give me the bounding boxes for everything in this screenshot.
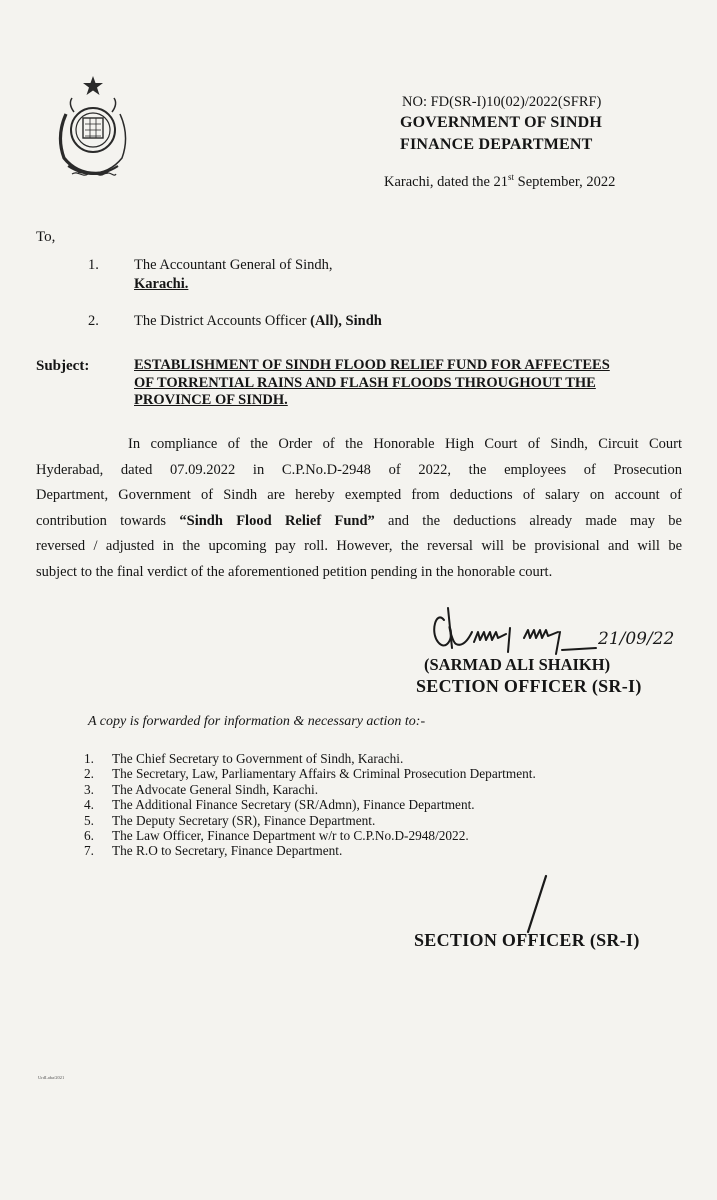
list-item: 7. The R.O to Secretary, Finance Department.	[84, 843, 343, 859]
body-line: Hyderabad, dated 07.09.2022 in C.P.No.D-2948 of 2022, the employees of Prosecution	[36, 461, 682, 478]
final-signatory-title: SECTION OFFICER (SR-I)	[414, 930, 640, 950]
government-of-sindh-emblem-icon	[50, 74, 136, 186]
list-item: 2. The Secretary, Law, Parliamentary Affairs & Criminal Prosecution Department.	[84, 766, 536, 782]
list-item: 5. The Deputy Secretary (SR), Finance Department.	[84, 812, 376, 828]
recipient-number: 2.	[88, 313, 99, 329]
signature-date: 21/09/22	[598, 629, 675, 649]
department-heading: FINANCE DEPARTMENT	[400, 136, 593, 153]
list-item: 6. The Law Officer, Finance Department w/r to C.P.No.D-2948/2022.	[84, 828, 469, 844]
recipient-number: 1.	[88, 257, 99, 273]
government-heading: GOVERNMENT OF SINDH	[400, 114, 603, 131]
list-item: 1. The Chief Secretary to Government of Sindh, Karachi.	[84, 751, 404, 766]
to-label: To,	[36, 229, 56, 245]
copy-recipient-list	[84, 751, 644, 859]
signatory-name: (SARMAD ALI SHAIKH)	[424, 655, 611, 674]
body-paragraph	[36, 432, 682, 585]
recipient-city: Karachi.	[134, 276, 189, 292]
reference-number: NO: FD(SR-I)10(02)/2022(SFRF)	[402, 94, 602, 110]
footer-tag: UrdLaba/2021	[38, 1075, 65, 1080]
body-line: Department, Government of Sindh are hereby exempted from deductions of salary on account of	[36, 487, 682, 503]
recipient-line: The District Accounts Officer (All), Sindh	[134, 313, 382, 329]
body-line: reversed / adjusted in the upcoming pay roll. However, the reversal will be provisional and will be	[36, 538, 682, 554]
initial-mark	[516, 872, 556, 936]
body-line: In compliance of the Order of the Honorable High Court of Sindh, Circuit Court	[128, 436, 682, 452]
subject-label: Subject:	[36, 358, 90, 374]
list-item: 4. The Additional Finance Secretary (SR/Admn), Finance Department.	[84, 797, 475, 813]
subject-text: ESTABLISHMENT OF SINDH FLOOD RELIEF FUND FOR AFFECTEES OF TORRENTIAL RAINS AND FLASH FLOODS THROUGHOUT THE PROVINCE OF SINDH.	[134, 357, 610, 408]
copy-forward-intro: A copy is forwarded for information & necessary action to:-	[88, 714, 426, 729]
signatory-title: SECTION OFFICER (SR-I)	[416, 676, 642, 696]
list-item: 3. The Advocate General Sindh, Karachi.	[84, 781, 319, 797]
recipient-line: The Accountant General of Sindh,	[134, 257, 333, 273]
letter-date: Karachi, dated the 21st September, 2022	[384, 172, 616, 190]
body-line: contribution towards “Sindh Flood Relief Fund” and the deductions already made may be	[36, 512, 682, 529]
body-line: subject to the final verdict of the aforementioned petition pending in the honorable court.	[36, 563, 553, 580]
